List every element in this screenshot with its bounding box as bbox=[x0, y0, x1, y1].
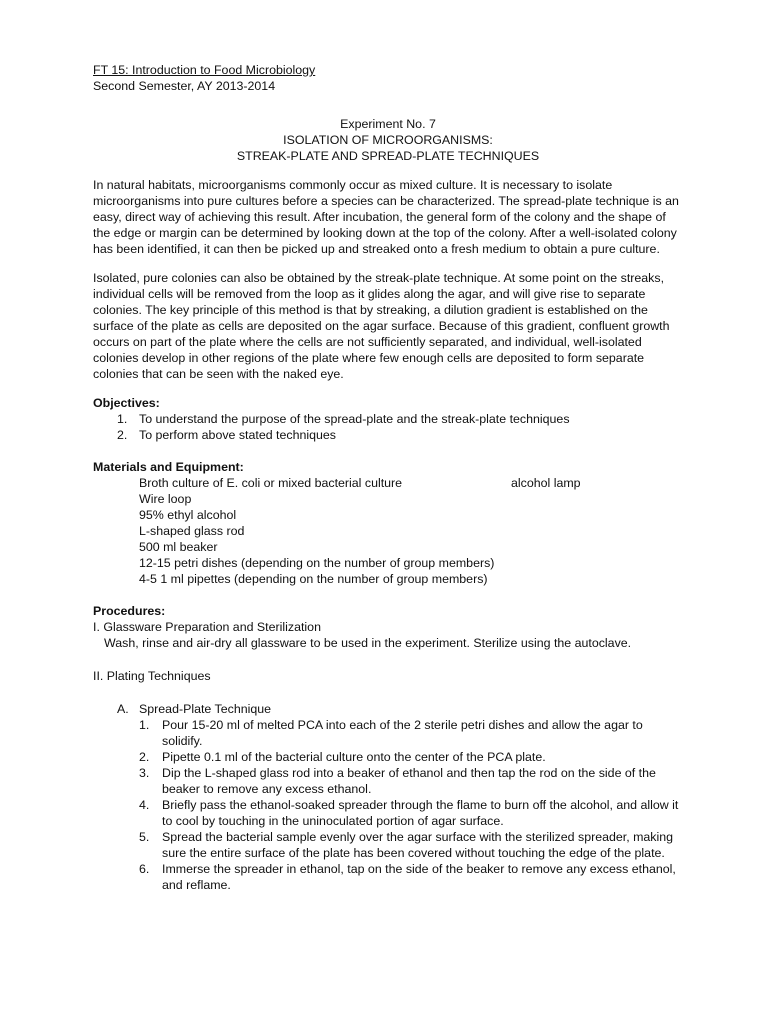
step-text: Pipette 0.1 ml of the bacterial culture onto the center of the PCA plate. bbox=[162, 750, 546, 764]
procedures-heading: Procedures: bbox=[93, 604, 166, 618]
objective-text: To perform above stated techniques bbox=[139, 428, 336, 442]
objective-number: 1. bbox=[117, 412, 128, 426]
step-text: Spread the bacterial sample evenly over the agar surface with the sterilized spreader, making sure the entire surface of the plate has been covered without touching the edge of the plate. bbox=[162, 830, 674, 860]
material-item: 4-5 1 ml pipettes (depending on the number of group members) bbox=[139, 572, 488, 586]
step-number: 5. bbox=[139, 830, 150, 844]
material-item: 12-15 petri dishes (depending on the number of group members) bbox=[139, 556, 495, 570]
experiment-number: Experiment No. 7 bbox=[340, 117, 436, 131]
section-II-title: II. Plating Techniques bbox=[93, 669, 211, 683]
step-item bbox=[93, 749, 683, 765]
section-I-text: Wash, rinse and air-dry all glassware to be used in the experiment. Sterilize using the autoclave. bbox=[104, 636, 632, 650]
materials-heading: Materials and Equipment: bbox=[93, 460, 244, 474]
objectives-list bbox=[93, 411, 683, 443]
objective-item bbox=[93, 427, 683, 443]
step-item bbox=[93, 797, 683, 829]
material-item: L-shaped glass rod bbox=[139, 524, 245, 538]
step-item bbox=[93, 765, 683, 797]
experiment-title-line-1: ISOLATION OF MICROORGANISMS: bbox=[283, 133, 493, 147]
step-text: Briefly pass the ethanol-soaked spreader through the flame to burn off the alcohol, and allow it to cool by touching in the uninoculated portion of agar surface. bbox=[162, 798, 679, 828]
material-item: 95% ethyl alcohol bbox=[139, 508, 237, 522]
material-item bbox=[139, 475, 683, 491]
step-number: 3. bbox=[139, 766, 150, 780]
objective-text: To understand the purpose of the spread-plate and the streak-plate techniques bbox=[139, 412, 570, 426]
material-item: 500 ml beaker bbox=[139, 540, 218, 554]
intro-paragraph-2: Isolated, pure colonies can also be obtained by the streak-plate technique. At some point on the streaks, individual cells will be removed from the loop as it glides along the agar, and will give rise to separate colonies. The key principle of this method is that by streaking, a dilution gradient is established on the surface of the plate as cells are deposited on the agar surface. Because of this gradient, confluent growth occurs on part of the plate where the cells are not sufficiently separated, and individual, well-isolated colonies develop in other regions of the plate where few enough cells are deposited to form separate colonies that can be seen with the naked eye. bbox=[93, 271, 670, 381]
step-number: 6. bbox=[139, 862, 150, 876]
intro-paragraph-1: In natural habitats, microorganisms commonly occur as mixed culture. It is necessary to isolate microorganisms into pure cultures before a species can be characterized. The spread-plate technique is an easy, direct way of achieving this result. After incubation, the general form of the colony and the shape of the edge or margin can be determined by looking down at the top of the colony. After a well-isolated colony has been identified, it can then be picked up and streaked onto a fresh medium to obtain a pure culture. bbox=[93, 178, 679, 256]
spread-plate-steps bbox=[93, 717, 683, 893]
course-title: FT 15: Introduction to Food Microbiology bbox=[93, 63, 316, 77]
material-text-right: alcohol lamp bbox=[511, 476, 581, 490]
step-text: Pour 15-20 ml of melted PCA into each of the 2 sterile petri dishes and allow the agar to solidify. bbox=[162, 718, 643, 748]
subsection-title: Spread-Plate Technique bbox=[139, 702, 272, 716]
step-number: 4. bbox=[139, 798, 150, 812]
experiment-title-line-2: STREAK-PLATE AND SPREAD-PLATE TECHNIQUES bbox=[236, 149, 540, 163]
objective-number: 2. bbox=[117, 428, 128, 442]
step-item bbox=[93, 717, 683, 749]
subsection-letter: A. bbox=[117, 702, 129, 716]
step-text: Dip the L-shaped glass rod into a beaker of ethanol and then tap the rod on the side of the beaker to remove any excess ethanol. bbox=[162, 766, 656, 796]
document-page bbox=[93, 62, 683, 893]
step-item bbox=[93, 829, 683, 861]
material-text: Broth culture of E. coli or mixed bacterial culture bbox=[139, 476, 403, 490]
section-I-title: I. Glassware Preparation and Sterilization bbox=[93, 620, 321, 634]
step-text: Immerse the spreader in ethanol, tap on the side of the beaker to remove any excess ethanol, and reflame. bbox=[162, 862, 676, 892]
experiment-title-block bbox=[93, 116, 683, 164]
subsection-A bbox=[93, 701, 683, 717]
step-item bbox=[93, 861, 683, 893]
objectives-heading: Objectives: bbox=[93, 396, 160, 410]
objective-item bbox=[93, 411, 683, 427]
material-item: Wire loop bbox=[139, 492, 192, 506]
step-number: 1. bbox=[139, 718, 150, 732]
semester-line: Second Semester, AY 2013-2014 bbox=[93, 79, 276, 93]
step-number: 2. bbox=[139, 750, 150, 764]
materials-list bbox=[93, 475, 683, 587]
